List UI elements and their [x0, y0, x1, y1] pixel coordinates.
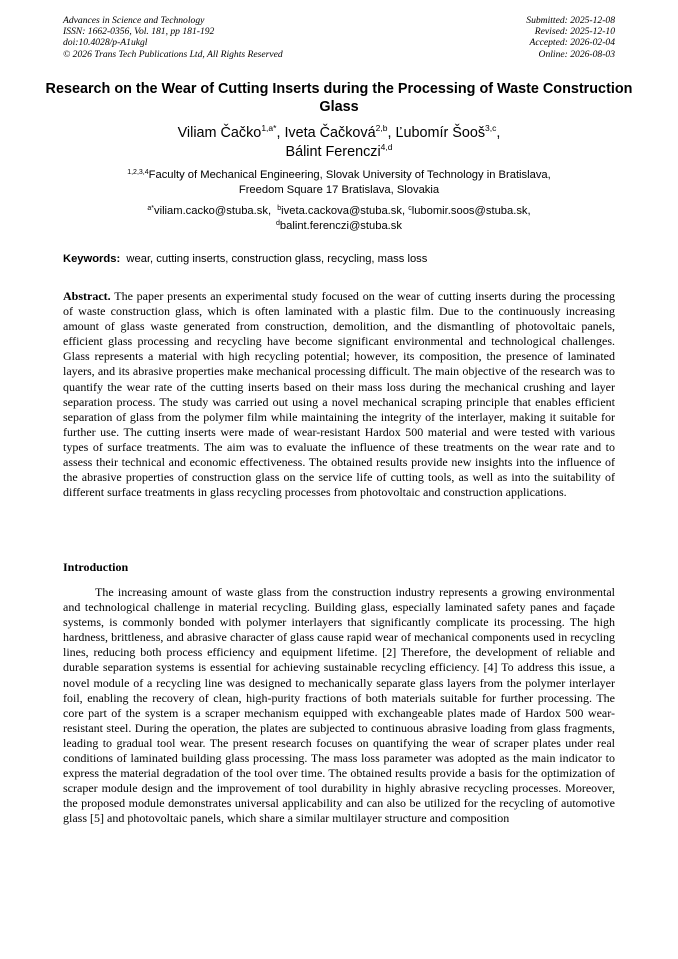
author-name: Iveta Čačková [284, 125, 376, 141]
email-link[interactable]: iveta.cackova@stuba.sk [281, 205, 402, 217]
abstract-label: Abstract. [63, 289, 111, 303]
author-name: Ľubomír Šooš [395, 125, 486, 141]
section-heading-introduction: Introduction [63, 560, 129, 574]
author-separator: , [276, 125, 285, 141]
author-separator: , [387, 125, 396, 141]
copyright-line: © 2026 Trans Tech Publications Ltd, All Rights Reserved [63, 48, 283, 60]
revised-date: Revised: 2025-12-10 [534, 26, 615, 38]
keywords [63, 252, 615, 266]
keywords-label: Keywords: [63, 253, 121, 265]
email-marker: a* [147, 205, 154, 212]
affiliation [40, 168, 638, 198]
accepted-date: Accepted: 2026-02-04 [529, 37, 615, 49]
issn-line: ISSN: 1662-0356, Vol. 181, pp 181-192 [63, 26, 215, 38]
introduction-paragraph: The increasing amount of waste glass from the construction industry represents a growing environmental and technological challenge in material recycling. Building glass, especially laminated safety panes and façade systems, is commonly bonded with polymer interlayers that significantly complicate its processing. The high hardness, brittleness, and abrasive character of glass cause rapid wear of mechanical components used in recycling lines, reducing both process efficiency and equipment lifetime. [2] Therefore, the development of reliable and durable separation systems is essential for achieving sustainable recycling efficiency. [4] To address this issue, a novel module of a recycling line was designed to mechanically separate glass layers from the polymer interlayer foil, enabling the recovery of clean, high-purity fractions of both materials suitable for further processing. The core part of the system is a scraper mechanism equipped with exchangeable plates made of Hardox 500 wear-resistant steel. During the operation, the plates are subjected to continuous abrasive loading from glass fragments, leading to gradual tool wear. The present research focuses on quantifying the wear of scraper plates under real conditions of laminated building glass processing. The mass loss parameter was adopted as the main indicator to express the material degradation of the tool over time. The obtained results provide a basis for the optimization of scraper module design and the improvement of tool durability in highly abrasive recycling processes. Moreover, the proposed module demonstrates universal applicability and can also be utilized for the recycling of automotive glass [5] and photovoltaic panels, which share a similar multilayer structure and composition [63, 585, 615, 826]
online-date: Online: 2026-08-03 [538, 48, 615, 60]
email-marker: c [408, 205, 412, 212]
author-affiliation-marker: 3,c [485, 123, 497, 133]
affiliation-line: Faculty of Mechanical Engineering, Slovak University of Technology in Bratislava, [148, 169, 551, 181]
author-affiliation-marker: 1,a* [261, 123, 277, 133]
abstract [63, 289, 615, 500]
author-list [40, 124, 638, 162]
journal-header-right [526, 15, 615, 60]
author-name: Bálint Ferenczi [285, 144, 381, 160]
paper-title: Research on the Wear of Cutting Inserts during the Processing of Waste Construction Glass [45, 81, 633, 115]
email-link[interactable]: viliam.cacko@stuba.sk [153, 205, 268, 217]
email-list [40, 204, 638, 234]
email-link[interactable]: balint.ferenczi@stuba.sk [279, 219, 402, 232]
email-marker: d [276, 219, 280, 227]
email-link[interactable]: lubomir.soos@stuba.sk [411, 205, 528, 217]
journal-header-left [63, 15, 283, 60]
keywords-text: wear, cutting inserts, construction glass, recycling, mass loss [126, 253, 428, 265]
email-separator: , [267, 205, 278, 217]
email-separator: , [401, 205, 409, 217]
author-separator: , [496, 125, 501, 141]
email-separator: , [527, 205, 531, 217]
email-marker: b [277, 205, 282, 212]
author-affiliation-marker: 4,d [380, 142, 393, 152]
doi-line: doi:10.4028/p-A1ukgl [63, 37, 148, 49]
affiliation-line: Freedom Square 17 Bratislava, Slovakia [238, 183, 440, 196]
submitted-date: Submitted: 2025-12-08 [526, 15, 615, 26]
author-name: Viliam Čačko [177, 125, 262, 141]
journal-name: Advances in Science and Technology [63, 15, 205, 26]
affiliation-marker: 1,2,3,4 [127, 169, 149, 176]
author-affiliation-marker: 2,b [375, 123, 388, 133]
abstract-text: The paper presents an experimental study focused on the wear of cutting inserts during the processing of waste construction glass, which is often laminated with a plastic film. Due to the continuously increasing amount of glass waste generated from construction, demolition, and the dismantling of photovoltaic panels, efficient glass processing and recycling have become significant environmental and technological challenges. Glass represents a material with high recycling potential; however, its composition, the presence of laminated layers, and its abrasive properties make mechanical processing difficult. The main objective of the research was to quantify the wear rate of the cutting inserts based on their mass loss during the mechanical crushing and layer separation process. The study was carried out using a novel mechanical scraping principle that enables efficient separation of glass from the polymer film while maintaining the integrity of the interlayer, making it suitable for further use. The cutting inserts were made of wear-resistant Hardox 500 material and were tested with various types of surface treatments. The aim was to evaluate the influence of these treatments on the wear rate and to assess their technical and economic effectiveness. The obtained results provide new insights into the influence of the abrasive properties of construction glass on the service life of cutting tools, as well as into the suitability of different surface treatments in glass recycling processes from photovoltaic and construction applications. [63, 289, 615, 500]
